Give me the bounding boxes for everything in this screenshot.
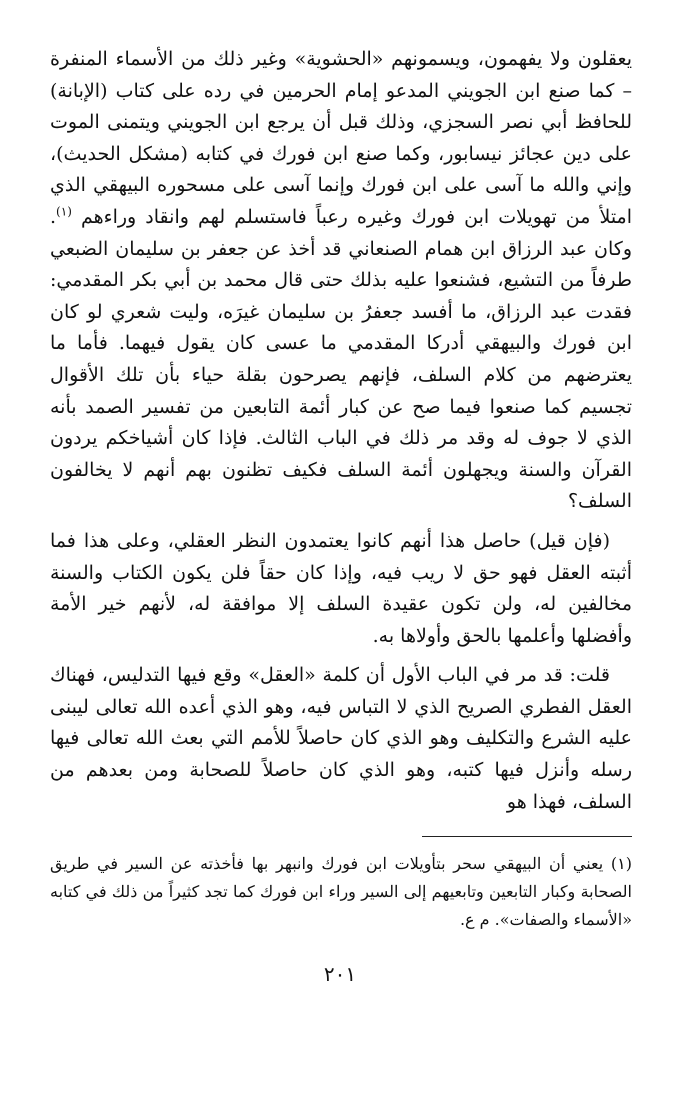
footnote-text: (١) يعني أن البيهقي سحر بتأويلات ابن فورك وانبهر بها فأخذته عن السير في طريق الصحابة وكبار التابعين وتابعيهم إلى السير وراء ابن فورك كما تجد كثيراً من ذلك في كتابه «الأسماء والصفات». م ع. xyxy=(50,854,632,929)
footnote xyxy=(50,850,632,934)
paragraph-2: (فإن قيل) حاصل هذا أنهم كانوا يعتمدون النظر العقلي، وعلى هذا فما أثبته العقل فهو حق لا ريب فيه، وإذا كان حقاً فلن يكون الكتاب والسنة مخالفين له، ولن تكون عقيدة السلف إلا موافقة له، لأنهم خير الأمة وأفضلها وأعلمها بالحق وأولاها به. xyxy=(50,529,632,647)
paragraph-1 xyxy=(50,44,632,518)
footnote-reference: (١) xyxy=(56,204,72,219)
page-number: ٢٠١ xyxy=(323,962,357,986)
paragraph-1-text: يعقلون ولا يفهمون، ويسمونهم «الحشوية» وغير ذلك من الأسماء المنفرة – كما صنع ابن الجويني المدعو إمام الحرمين في رده على كتاب (الإبانة) للحافظ أبي نصر السجزي، وذلك قبل أن يرجع ابن الجويني ويتمنى الموت على دين عجائز نيسابور، وكما صنع ابن فورك في كتابه (مشكل الحديث)، وإني والله ما آسى على ابن فورك وإنما آسى على مسحوره البيهقي الذي امتلأ من تهويلات ابن فورك وغيره رعباً فاستسلم لهم وانقاد وراءهم xyxy=(50,48,633,228)
paragraph-1-continuation: . وكان عبد الرزاق ابن همام الصنعاني قد أخذ عن جعفر بن سليمان الضبعي طرفاً من التشيع، فشنعوا عليه بذلك حتى قال محمد بن أبي بكر المقدمي: فقدت عبد الرزاق، ما أفسد جعفرُ بن سليمان غيرَه، وليت شعري لو كان ابن فورك والبيهقي أدركا المقدمي ما عسى كان يقول فيهما. فأما ما يعترضهم من كلام السلف، فإنهم يصرحون بقلة حياء بأن تلك الأقوال تجسيم كما صنعوا فيما صح عن كبار أئمة التابعين من تفسير الصمد بأنه الذي لا جوف له وقد مر ذلك في الباب الثالث. فإذا كان أشياخكم يردون القرآن والسنة ويجهلون أئمة السلف فكيف تظنون بهم أنهم لا يخالفون السلف؟ xyxy=(50,205,633,513)
main-text xyxy=(50,44,632,818)
footnote-divider xyxy=(422,836,632,837)
paragraph-3: قلت: قد مر في الباب الأول أن كلمة «العقل» وقع فيها التدليس، فهناك العقل الفطري الصريح الذي لا التباس فيه، وهو الذي أعده الله تعالى ليبنى عليه الشرع والتكليف وهو الذي كان حاصلاً للأمم التي بعث الله تعالى فيها رسله وأنزل فيها كتبه، وهو الذي كان حاصلاً للصحابة ومن بعدهم من السلف، فهذا هو xyxy=(50,664,632,813)
